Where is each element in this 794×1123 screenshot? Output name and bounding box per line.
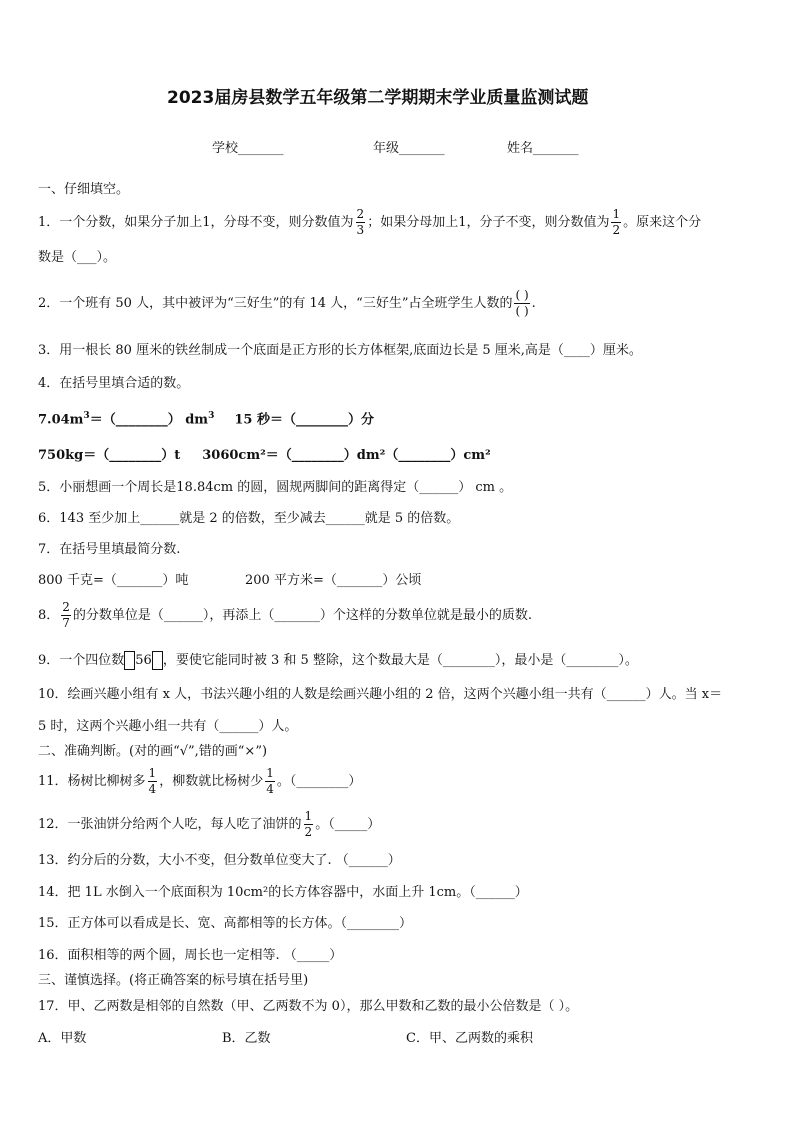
q8-denominator: 7 [62, 616, 70, 630]
page-title: 2023届房县数学五年级第二学期期末学业质量监测试题 [167, 88, 589, 108]
q9-blank-box-1 [124, 651, 135, 670]
question-12 [38, 807, 380, 843]
q2-fraction [514, 289, 529, 317]
q11-fraction-2 [265, 767, 275, 795]
q2-denominator: ( ) [515, 304, 529, 318]
q11-text-c: 。（________） [276, 774, 362, 789]
q12-fraction [304, 810, 314, 838]
q1-f2-numerator: 1 [612, 207, 621, 222]
q11-f1-denominator: 4 [148, 782, 157, 796]
question-17-option-a: A．甲数 [38, 1031, 87, 1046]
q12-numerator: 1 [304, 809, 313, 824]
q4-r2-b: 3060cm²＝（________）dm²（________）cm² [202, 448, 491, 463]
q1-fraction-2 [611, 208, 621, 236]
q11-f2-denominator: 4 [266, 782, 274, 796]
q4-r2-a: 750kg＝（________）t [38, 448, 181, 463]
q12-text-a: 12．一张油饼分给两个人吃，每人吃了油饼的 [38, 817, 302, 832]
question-17-option-c: C．甲、乙两数的乘积 [406, 1031, 533, 1046]
question-6: 6．143 至少加上______就是 2 的倍数，至少减去______就是 5 的倍数。 [38, 511, 460, 526]
q4-r1-sup2: 3 [208, 411, 215, 421]
q8-numerator: 2 [62, 600, 70, 615]
q11-text-a: 11．杨树比柳树多 [38, 774, 146, 789]
question-13: 13．约分后的分数，大小不变，但分数单位变大了. （______） [38, 853, 401, 868]
q11-text-b: ，柳数就比杨树少 [159, 774, 264, 789]
question-17-stem: 17．甲、乙两数是相邻的自然数（甲、乙两数不为 0），那么甲数和乙数的最小公倍数是（ ）。 [38, 999, 579, 1014]
q1-text-a: 1．一个分数，如果分子加上1，分母不变，则分数值为 [38, 215, 354, 230]
question-4-row-2 [38, 449, 491, 462]
q4-r1-b: ＝（________） dm [89, 412, 209, 428]
q4-r1-a: 7.04m [38, 412, 84, 428]
question-17-option-b: B．乙数 [222, 1031, 271, 1046]
question-4-row-1 [38, 412, 374, 426]
q8-text: 的分数单位是（______），再添上（_______）个这样的分数单位就是最小的质数. [72, 608, 533, 623]
question-4-stem: 4．在括号里填合适的数。 [38, 376, 190, 391]
q11-f2-numerator: 1 [266, 766, 274, 781]
q2-numerator: ( ) [515, 288, 529, 303]
question-11 [38, 764, 361, 800]
q8-pre: 8． [38, 608, 60, 623]
q11-f1-numerator: 1 [148, 766, 157, 781]
q9-text-b: ，要使它能同时被 3 和 5 整除，这个数最大是（________），最小是（________）。 [162, 653, 638, 668]
q11-fraction-1 [148, 767, 158, 795]
question-3: 3．用一根长 80 厘米的铁丝制成一个底面是正方形的长方体框架,底面边长是 5 厘米,高是（____）厘米。 [38, 343, 642, 358]
q8-fraction [61, 601, 71, 629]
question-7-a: 800 千克=（_______）吨 [38, 573, 189, 588]
section-1-heading: 一、仔细填空。 [38, 182, 130, 197]
q9-digits: 56 [135, 653, 152, 668]
q12-text-c: 。（_____） [315, 817, 381, 832]
section-2-heading: 二、准确判断。(对的画“√”,错的画“×”) [38, 744, 268, 759]
q4-r1-c: 15 秒＝（________）分 [234, 412, 374, 428]
school-field: 学校_______ [212, 141, 284, 156]
question-10-line-1: 10．绘画兴趣小组有 x 人，书法兴趣小组的人数是绘画兴趣小组的 2 倍，这两个兴趣小组一共有（______）人。当 x＝ [38, 687, 723, 702]
question-9 [38, 651, 638, 670]
q9-blank-box-2 [152, 651, 163, 670]
question-1 [38, 205, 701, 241]
q1-f1-numerator: 2 [356, 207, 365, 222]
question-2 [38, 284, 536, 324]
question-15: 15．正方体可以看成是长、宽、高都相等的长方体。（________） [38, 916, 413, 931]
q4-r1-sup: 3 [83, 411, 90, 421]
question-7-b: 200 平方米=（_______）公顷 [245, 573, 422, 588]
q1-f1-denominator: 3 [356, 223, 365, 237]
q1-text-b: ；如果分母加上1，分子不变，则分数值为 [367, 215, 610, 230]
q1-f2-denominator: 2 [612, 223, 621, 237]
question-1-line-2: 数是（___）。 [38, 250, 117, 265]
question-16: 16．面积相等的两个圆，周长也一定相等. （_____） [38, 948, 343, 963]
q1-text-c: 。原来这个分 [623, 215, 702, 230]
name-field: 姓名_______ [507, 141, 579, 156]
q12-denominator: 2 [304, 825, 313, 839]
section-3-heading: 三、谨慎选择。(将正确答案的标号填在括号里) [38, 973, 309, 988]
q9-text-a: 9．一个四位数 [38, 653, 125, 668]
question-7-stem: 7．在括号里填最简分数. [38, 542, 181, 557]
question-10-line-2: 5 时，这两个兴趣小组一共有（______）人。 [38, 719, 298, 734]
question-14: 14．把 1L 水倒入一个底面积为 10cm²的长方体容器中，水面上升 1cm。（______） [38, 885, 528, 900]
grade-field: 年级_______ [373, 141, 445, 156]
q1-fraction-1 [356, 208, 366, 236]
question-5: 5．小丽想画一个周长是18.84cm 的圆，圆规两脚间的距离得定（______） cm 。 [38, 480, 513, 495]
question-8 [38, 600, 532, 632]
q2-end: . [531, 296, 536, 311]
q2-text: 2．一个班有 50 人，其中被评为“三好生”的有 14 人，“三好生”占全班学生人数的 [38, 296, 513, 311]
